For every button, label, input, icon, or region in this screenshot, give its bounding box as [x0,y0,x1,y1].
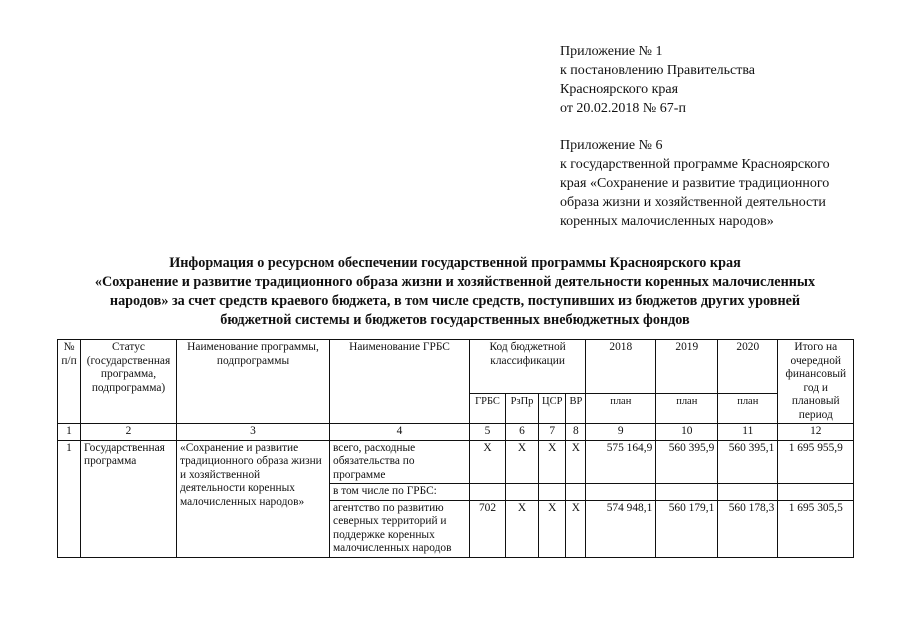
column-number: 4 [330,424,470,441]
header-csr: ЦСР [539,394,566,424]
row-incl-label: в том числе по ГРБС: [330,484,470,501]
row-total-vr: X [566,440,586,484]
row-total-2019: 560 395,9 [656,440,718,484]
column-number-row [58,424,854,441]
row-agency-label: агентство по развитию северных территорий и поддержке коренных малочисленных народов [330,500,470,557]
table-header-row [58,340,854,394]
header-grbs-name: Наименование ГРБС [330,340,470,424]
column-number: 7 [539,424,566,441]
row-agency-sum: 1 695 305,5 [778,500,854,557]
appendix-1-line: от 20.02.2018 № 67-п [560,101,686,116]
appendix-1-line: к постановлению Правительства [560,63,756,78]
budget-table [57,339,854,558]
header-grbs: ГРБС [470,394,506,424]
appendix-6-block [560,136,830,231]
column-number: 3 [177,424,330,441]
appendix-6-line: к государственной программе Красноярского [560,157,830,172]
row-agency-grbs: 702 [470,500,506,557]
row-agency-2020: 560 178,3 [718,500,778,557]
row-num: 1 [58,440,81,557]
appendix-1-line: Приложение № 1 [560,44,663,59]
header-plan-2019: план [656,394,718,424]
row-total-label: всего, расходные обязательства по программе [330,440,470,484]
document-title [40,254,870,330]
row-agency-2019: 560 179,1 [656,500,718,557]
appendix-1-block [560,42,755,118]
header-num: № п/п [58,340,81,424]
header-vr: ВР [566,394,586,424]
header-plan-2020: план [718,394,778,424]
header-year-2020: 2020 [718,340,778,394]
column-number: 10 [656,424,718,441]
column-number: 5 [470,424,506,441]
header-year-2019: 2019 [656,340,718,394]
row-total-sum: 1 695 955,9 [778,440,854,484]
table-row [58,440,854,484]
row-status: Государственная программа [81,440,177,557]
header-code: Код бюджетной классификации [470,340,586,394]
row-program-name: «Сохранение и развитие традиционного образа жизни и хозяйственной деятельности коренных малочисленных народов» [177,440,330,557]
appendix-6-line: коренных малочисленных народов» [560,214,774,229]
column-number: 6 [506,424,539,441]
row-agency-vr: X [566,500,586,557]
column-number: 8 [566,424,586,441]
header-year-2018: 2018 [586,340,656,394]
appendix-6-line: Приложение № 6 [560,138,663,153]
row-total-csr: X [539,440,566,484]
row-total-grbs: X [470,440,506,484]
column-number: 1 [58,424,81,441]
row-agency-rzpr: X [506,500,539,557]
title-line: бюджетной системы и бюджетов государственных внебюджетных фондов [220,312,690,328]
title-line: народов» за счет средств краевого бюджета, в том числе средств, поступивших из бюджетов других уровней [109,293,801,309]
header-total: Итого на очередной финансовый год и плановый период [778,340,854,424]
row-agency-2018: 574 948,1 [586,500,656,557]
header-program-name: Наименование программы, подпрограммы [177,340,330,424]
header-rzpr: РзПр [506,394,539,424]
header-status: Статус (государственная программа, подпрограмма) [81,340,177,424]
column-number: 9 [586,424,656,441]
title-line: Информация о ресурсном обеспечении государственной программы Красноярского края [169,255,741,271]
row-total-2018: 575 164,9 [586,440,656,484]
appendix-6-line: образа жизни и хозяйственной деятельности [560,195,826,210]
appendix-6-line: края «Сохранение и развитие традиционного [560,176,830,191]
appendix-1-line: Красноярского края [560,82,679,97]
row-total-2020: 560 395,1 [718,440,778,484]
row-agency-csr: X [539,500,566,557]
column-number: 12 [778,424,854,441]
title-line: «Сохранение и развитие традиционного образа жизни и хозяйственной деятельности коренных малочисленных [94,274,816,290]
row-total-rzpr: X [506,440,539,484]
column-number: 11 [718,424,778,441]
column-number: 2 [81,424,177,441]
header-plan-2018: план [586,394,656,424]
